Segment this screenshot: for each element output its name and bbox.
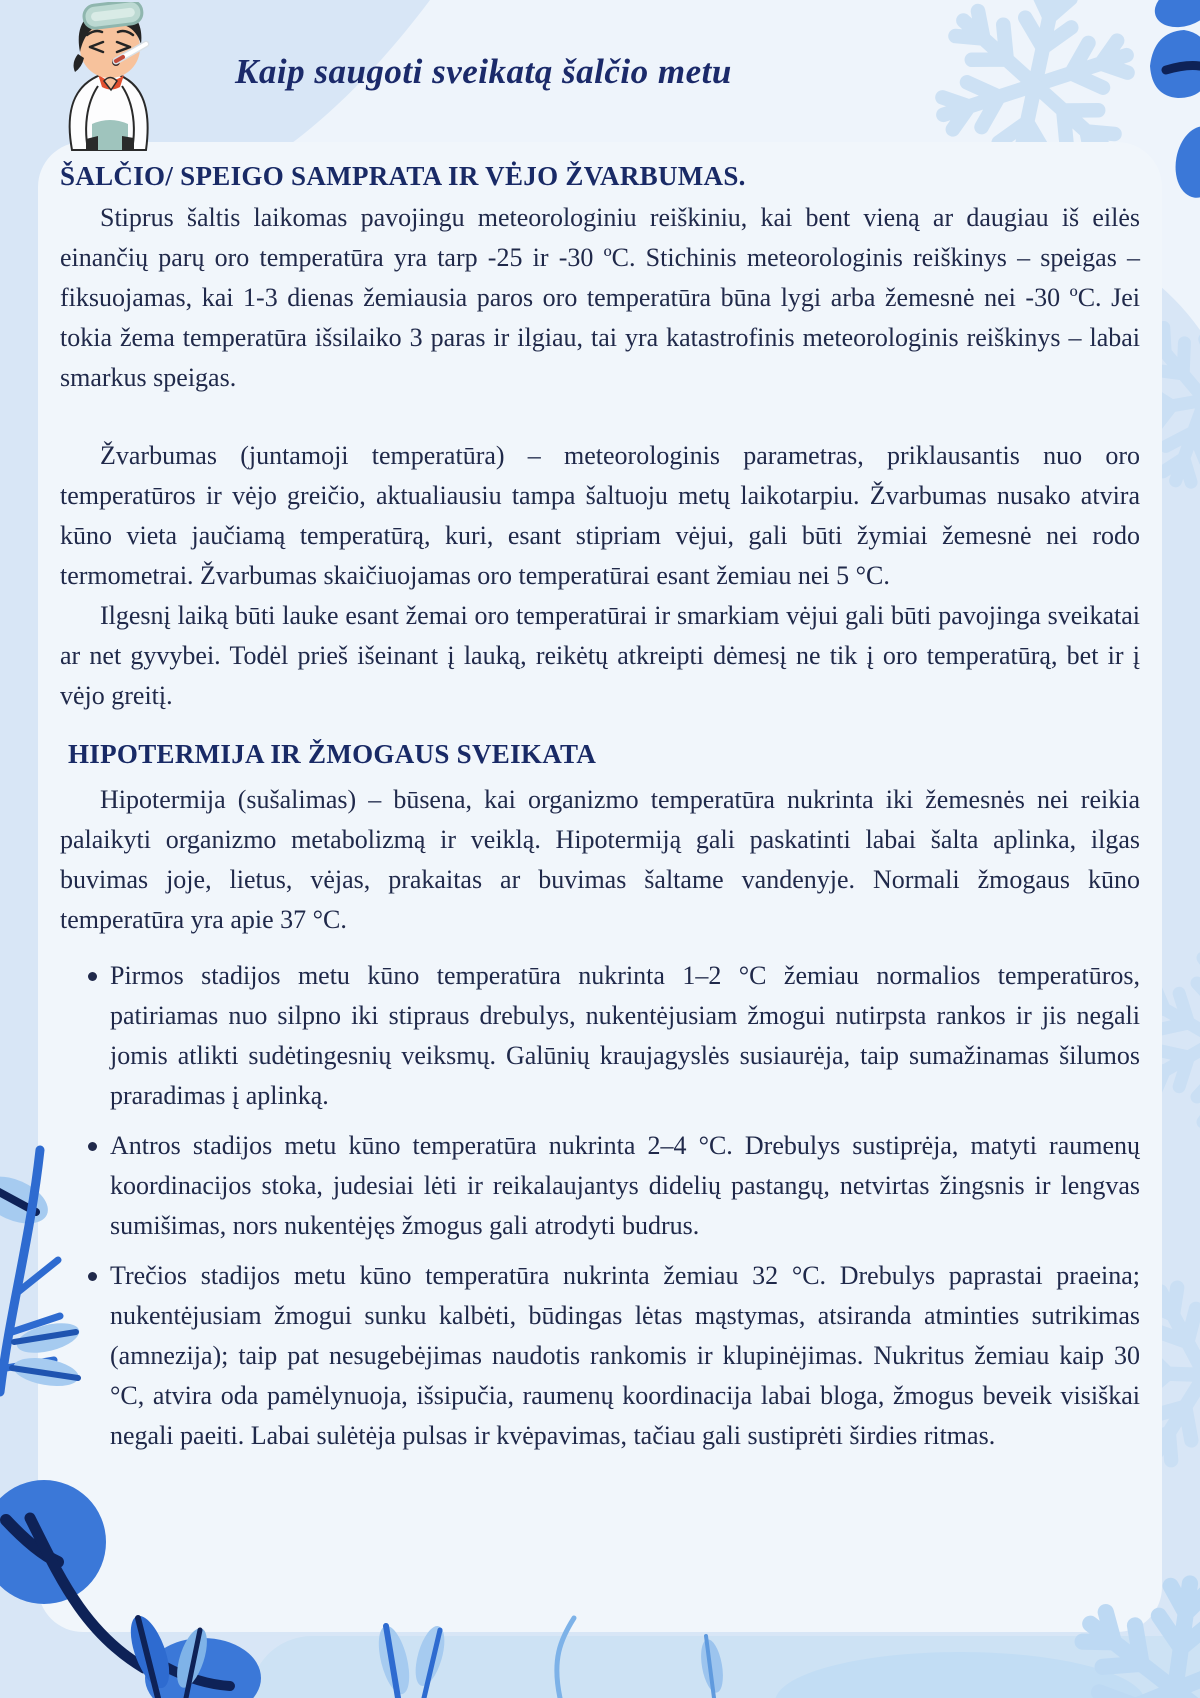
section-heading-hypothermia: HIPOTERMIJA IR ŽMOGAUS SVEIKATA <box>68 739 597 769</box>
stage-3-text: Trečios stadijos metu kūno temperatūra nukrinta žemiau 32 °C. Drebulys paprastai praeina; nukentėjusiam žmogui sunku kalbėti, būdingas lėtas mąstymas, atsiranda atminties sutrikimas (amnezija); taip pat nesugebėjimas naudotis rankomis ir klupinėjimas. Nukritus žemiau kaip 30 °C, atvira oda pamėlynuoja, išsipučia, raumenų koordinacija labai bloga, žmogus beveik visiškai negali paeiti. Labai sulėtėja pulsas ir kvėpavimas, tačiau gali sustiprėti širdies ritmas. <box>110 1261 1140 1450</box>
snowflake-icon <box>1050 1565 1200 1698</box>
bottom-foliage <box>0 1560 1200 1698</box>
list-item-stage-1 <box>86 956 1140 1116</box>
page-title: Kaip saugoti sveikatą šalčio metu <box>235 52 732 91</box>
section-heading-cold: ŠALČIO/ SPEIGO SAMPRATA IR VĖJO ŽVARBUMAS. <box>60 161 746 191</box>
paragraph-cold-1: Stiprus šaltis laikomas pavojingu meteorologiniu reiškiniu, kai bent vieną ar daugiau iš eilės einančių parų oro temperatūra yra tarp -25 ir -30 ºC. Stichinis meteorologinis reiškinys – speigas – fiksuojamas, kai 1-3 dienas žemiausia paros oro temperatūra būna lygi arba žemesnė nei -30 ºC. Jei tokia žema temperatūra išsilaiko 3 paras ir ilgiau, tai yra katastrofinis meteorologinis reiškinys – labai smarkus speigas. <box>60 203 1140 392</box>
stage-1-text: Pirmos stadijos metu kūno temperatūra nukrinta 1–2 °C žemiau normalios temperatūros, patiriamas nuo silpno iki stipraus drebulys, nukentėjusiam žmogui nutirpsta rankos ir jis negali jomis atlikti sudėtingesnių veiksmų. Galūnių kraujagyslės susiaurėja, taip sumažinamas šilumos praradimas į aplinką. <box>110 961 1140 1110</box>
list-item-stage-3 <box>86 1256 1140 1456</box>
hypothermia-stages-list <box>86 956 1140 1456</box>
sick-person-illustration <box>28 2 188 152</box>
paragraph-cold-2: Žvarbumas (juntamoji temperatūra) – meteorologinis parametras, priklausantis nuo oro temperatūros ir vėjo greičio, aktualiausiu tampa šaltuoju metų laikotarpiu. Žvarbumas nusako atvira kūno vieta jaučiamą temperatūrą, kuri, esant stipriam vėjui, gali būti žymiai žemesnė nei rodo termometrai. Žvarbumas skaičiuojamas oro temperatūrai esant žemiau nei 5 °C. <box>60 441 1140 590</box>
paragraph-cold-3: Ilgesnį laiką būti lauke esant žemai oro temperatūrai ir smarkiam vėjui gali būti pavojinga sveikatai ar net gyvybei. Todėl prieš išeinant į lauką, reikėtų atkreipti dėmesį ne tik į oro temperatūrą, bet ir į vėjo greitį. <box>60 601 1140 710</box>
stage-2-text: Antros stadijos metu kūno temperatūra nukrinta 2–4 °C. Drebulys sustiprėja, matyti raumenų koordinacijos stoka, judesiai lėti ir reikalaujantys didelių pastangų, netvirtas žingsnis ir lengvas sumišimas, nors nukentėjęs žmogus gali atrodyti budrus. <box>110 1131 1140 1240</box>
content-card <box>38 142 1162 1632</box>
list-item-stage-2 <box>86 1126 1140 1246</box>
paragraph-hypothermia-intro: Hipotermija (sušalimas) – būsena, kai organizmo temperatūra nukrinta iki žemesnės nei reikia palaikyti organizmo metabolizmą ir veiklą. Hipotermiją gali paskatinti labai šalta aplinka, ilgas buvimas joje, lietus, vėjas, prakaitas ar buvimas šaltame vandenyje. Normali žmogaus kūno temperatūra yra apie 37 °C. <box>60 785 1140 934</box>
